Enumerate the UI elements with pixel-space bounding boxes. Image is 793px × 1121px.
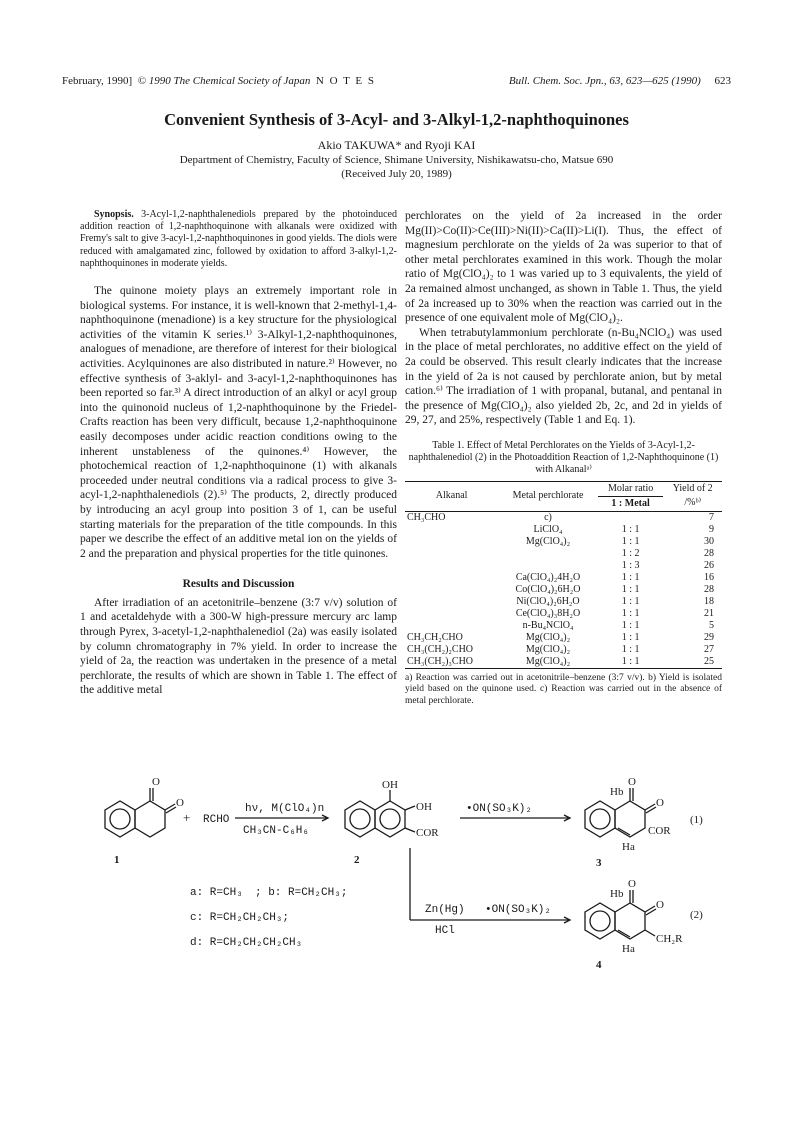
cell-yield: 25 xyxy=(663,656,722,669)
cell-ratio: 1 : 1 xyxy=(621,595,640,607)
table-row xyxy=(405,584,722,596)
compound-4-label: 4 xyxy=(596,959,602,971)
oh-label-side: OH xyxy=(416,801,432,813)
cell-yield: 30 xyxy=(704,535,714,547)
cell-ratio: 1 : 1 xyxy=(621,619,640,631)
cell-yield: 28 xyxy=(704,583,714,595)
table-row xyxy=(405,632,722,644)
section-heading: Results and Discussion xyxy=(182,578,295,591)
o-label-1a: O xyxy=(152,776,160,788)
table-footnotes: a) Reaction was carried out in acetonitrile–benzene (3:7 v/v). b) Yield is isolated yield based on the quinone used. c) Reaction was carried out in the absence of metal perchlorate. xyxy=(405,672,722,706)
cor-label: COR xyxy=(416,827,439,839)
cell-yield: 21 xyxy=(704,607,714,619)
table-row xyxy=(405,656,722,669)
plus-sign: + xyxy=(183,810,191,825)
equation-1-number: (1) xyxy=(690,814,703,826)
cell-alkanal: CH₃CH₂CHO xyxy=(407,631,463,643)
running-header xyxy=(62,75,731,91)
fremy-salt-label-1: •ON(SO₃K)₂ xyxy=(466,803,533,815)
cell-yield: 18 xyxy=(704,595,714,607)
paper-authors: Akio TAKUWA* and Ryoji KAI xyxy=(317,138,476,152)
compound-1-label: 1 xyxy=(114,854,120,866)
structure-2 xyxy=(345,790,415,837)
cell-ratio: 1 : 1 xyxy=(621,631,640,643)
header-right xyxy=(509,75,731,87)
paper-received-date: (Received July 20, 1989) xyxy=(341,168,452,180)
synopsis xyxy=(80,209,397,270)
cell-metal: Mg(ClO₄)₂ xyxy=(525,535,571,547)
ha-label-4: Ha xyxy=(622,943,635,955)
condition-1-bottom: CH₃CN-C₆H₆ xyxy=(243,825,310,837)
cell-ratio: 1 : 1 xyxy=(621,583,640,595)
table-row xyxy=(405,548,722,560)
cell-metal: c) xyxy=(544,511,552,523)
o-label-4b: O xyxy=(656,899,664,911)
cell-yield: 7 xyxy=(709,511,714,523)
cell-alkanal xyxy=(405,620,498,632)
cell-alkanal: CH₃(CH₂)₂CHO xyxy=(407,643,474,655)
header-ratio: Molar ratio xyxy=(598,481,664,496)
header-yield-sub: /%ᵇ⁾ xyxy=(663,496,722,511)
r-group-d: d: R=CH₂CH₂CH₂CH₃ xyxy=(190,937,303,949)
cell-yield: 28 xyxy=(704,547,714,559)
compound-2-label: 2 xyxy=(354,854,360,866)
table-body xyxy=(405,511,722,668)
ha-label-3: Ha xyxy=(622,841,635,853)
cell-alkanal xyxy=(405,584,498,596)
table-row xyxy=(405,620,722,632)
table-row xyxy=(405,524,722,536)
cor-label-3: COR xyxy=(648,825,671,837)
paper-affiliation: Department of Chemistry, Faculty of Science, Shimane University, Nishikawatsu-cho, Matsue 690 xyxy=(179,154,614,166)
cell-yield: 29 xyxy=(704,631,714,643)
zn-hg-label: Zn(Hg) xyxy=(425,904,465,916)
r-group-b: ; b: R=CH₂CH₃; xyxy=(255,887,348,899)
reaction-scheme xyxy=(90,776,730,990)
cell-alkanal xyxy=(405,548,498,560)
synopsis-label: Synopsis. xyxy=(94,209,134,220)
table-row xyxy=(405,536,722,548)
cell-alkanal: CH₃(CH₂)₃CHO xyxy=(405,656,498,669)
header-journal-ref: Bull. Chem. Soc. Jpn., 63, 623—625 (1990) xyxy=(508,75,701,87)
cell-alkanal: CH₃CHO xyxy=(407,511,446,523)
right-paragraph-1: perchlorates on the yield of 2a increased in the order Mg(II)>Co(II)>Ce(III)>Ni(II)>Ca(II)>Li(I). Thus, the effect of magnesium perchlorate on the yields of 2a was superior to that of other metal perchlorates examined in this work. Though the molar ratio of Mg(ClO₄)₂ to 1 was varied up to 3 equivalents, the yield of 2a remained almost unchanged, as shown in Table 1. Thus, the yield of 2a increased up to 30% when the reaction was carried out in the presence of one equivalent mole of Mg(ClO₄)₂. xyxy=(405,210,722,325)
ch2r-label: CH₂R xyxy=(656,933,683,945)
oh-label-top: OH xyxy=(382,779,398,791)
header-yield: Yield of 2 xyxy=(663,481,722,496)
table-row xyxy=(405,596,722,608)
cell-ratio: 1 : 3 xyxy=(621,559,640,571)
header-metal: Metal perchlorate xyxy=(498,481,598,511)
cell-alkanal xyxy=(405,596,498,608)
header-section: N O T E S xyxy=(315,75,376,87)
cell-ratio: 1 : 2 xyxy=(621,547,640,559)
cell-metal: Ca(ClO₄)₂4H₂O xyxy=(515,571,581,583)
rcho-label: RCHO xyxy=(203,814,230,826)
cell-ratio: 1 : 1 xyxy=(621,523,640,535)
cell-metal: Ni(ClO₄)₂6H₂O xyxy=(516,595,580,607)
cell-metal: Mg(ClO₄)₂ xyxy=(525,643,571,655)
cell-yield: 27 xyxy=(704,643,714,655)
cell-metal: Mg(ClO₄)₂ xyxy=(498,656,598,669)
cell-alkanal xyxy=(405,536,498,548)
right-paragraph-2: When tetrabutylammonium perchlorate (n-Bu₄NClO₄) was used in the place of metal perchlorates, no additive effect on the yield of 2a could be observed. This result clearly indicates that the increase in the yield of 2a is not caused by perchlorate anion, but by metal cation.⁶⁾ The irradiation of 1 with propanal, butanal, and pentanal in the presence of Mg(ClO₄)₂ also yielded 2b, 2c, and 2d in yields of 29, 27, and 25%, respectively (Table 1 and Eq. 1). xyxy=(405,326,722,427)
synopsis-text: 3-Acyl-1,2-naphthalenediols prepared by the photoinduced addition reaction of 1,2-naphthoquinone with alkanals were oxidized with Fremy's salt to give 3-acyl-1,2-naphthoquinones in good yields. The diols were reduced with amalgamated zinc, followed by oxidation to afford 3-alkyl-1,2-naphthoquinones in moderate yields. xyxy=(80,209,397,269)
cell-metal: Mg(ClO₄)₂ xyxy=(525,631,571,643)
table-row xyxy=(405,560,722,572)
cell-ratio: 1 : 1 xyxy=(621,571,640,583)
cell-yield: 26 xyxy=(704,559,714,571)
hb-label-3: Hb xyxy=(610,786,624,798)
o-label-3a: O xyxy=(628,776,636,788)
cell-metal: n-Bu₄NClO₄ xyxy=(522,619,574,631)
results-paragraph: After irradiation of an acetonitrile–benzene (3:7 v/v) solution of 1 and acetaldehyde with a 300-W high-pressure mercury arc lamp through Pyrex, 3-acetyl-1,2-naphthalenediol (2a) was easily isolated by column chromatography in 7% yield. In order to increase the yield of 2a, the reaction was undertaken in the presence of a metal perchlorate, the results of which are shown in Table 1. The effect of the additive metal xyxy=(80,596,397,697)
right-column xyxy=(405,209,722,707)
cell-ratio: 1 : 1 xyxy=(621,643,640,655)
compound-3-label: 3 xyxy=(596,857,602,869)
hb-label-4: Hb xyxy=(610,888,624,900)
cell-ratio xyxy=(598,511,664,524)
cell-metal: LiClO₄ xyxy=(533,523,563,535)
o-label-3b: O xyxy=(656,797,664,809)
cell-ratio: 1 : 1 xyxy=(621,535,640,547)
cell-metal xyxy=(498,548,598,560)
results-table xyxy=(405,481,722,669)
cell-yield: 9 xyxy=(709,523,714,535)
cell-alkanal xyxy=(405,572,498,584)
r-group-a: a: R=CH₃ xyxy=(190,887,243,899)
r-group-c: c: R=CH₂CH₂CH₃; xyxy=(190,912,290,924)
o-label-4a: O xyxy=(628,878,636,890)
table-row xyxy=(405,644,722,656)
table-caption: Table 1. Effect of Metal Perchlorates on the Yields of 3-Acyl-1,2-naphthalenediol (2) in the Photoaddition Reaction of 1,2-Naphthoquinone (1) with Alkanalᵃ⁾ xyxy=(408,439,719,476)
header-copyright: © 1990 The Chemical Society of Japan xyxy=(137,75,311,87)
fremy-salt-label-2: •ON(SO₃K)₂ xyxy=(485,904,552,916)
cell-alkanal xyxy=(405,608,498,620)
paper-title: Convenient Synthesis of 3-Acyl- and 3-Alkyl-1,2-naphthoquinones xyxy=(164,110,629,129)
table-row xyxy=(405,608,722,620)
cell-metal xyxy=(498,560,598,572)
cell-metal: Ce(ClO₄)₃8H₂O xyxy=(515,607,581,619)
equation-2-number: (2) xyxy=(690,909,703,921)
header-alkanal: Alkanal xyxy=(405,481,498,511)
table-row xyxy=(405,511,722,524)
hcl-label: HCl xyxy=(435,925,455,937)
o-label-1b: O xyxy=(176,797,184,809)
header-ratio-sub: 1 : Metal xyxy=(598,496,664,511)
header-page-number: 623 xyxy=(714,75,731,87)
cell-yield: 5 xyxy=(709,619,714,631)
cell-metal: Co(ClO₄)₂6H₂O xyxy=(515,583,581,595)
cell-alkanal xyxy=(405,560,498,572)
header-left xyxy=(62,75,375,87)
cell-ratio: 1 : 1 xyxy=(621,607,640,619)
condition-1-top: hν, M(ClO₄)n xyxy=(245,803,325,815)
cell-ratio: 1 : 1 xyxy=(598,656,664,669)
structure-1 xyxy=(105,788,176,837)
intro-paragraph: The quinone moiety plays an extremely important role in biological systems. For instance, it is well-known that 2-methyl-1,4-naphthoquinone (menadione) is a key structure for the physiological activities of the vitamin K series.¹⁾ 3-Alkyl-1,2-naphthoquinones, analogues of menadione, are therefore of interest for their biological activities. Acylquinones are also distributed in nature.²⁾ However, no effective synthesis of 3-aklyl- and 3-acyl-1,2-naphthoquinones has been reported so far.³⁾ A direct introduction of an alkyl or acyl group into the quinonoid nucleus of 1,2-naphthoquinone by the Friedel-Crafts reaction has been very difficult, because 1,2-naphthoquinone easily decomposes under acidic reaction conditions owing to the inherent unstableness of the quinones.⁴⁾ However, the photochemical reaction of 1,2-naphthoquinone (1) with alkanals proceeded under neutral conditions via a radical process to give 3-acyl-1,2-naphthalenediols (2).⁵⁾ The products, 2, directly produced by introducing an acyl group into position 3 of 1, can be useful starting materials for the preparation of the title compounds. In this paper we describe the effect of an additive metal ion on the yields of 2 and the preparation and physical properties for the title quinones. xyxy=(80,285,397,560)
cell-yield: 16 xyxy=(704,571,714,583)
header-date: February, 1990] xyxy=(62,75,133,87)
left-column xyxy=(80,209,397,698)
cell-alkanal xyxy=(405,524,498,536)
table-row xyxy=(405,572,722,584)
